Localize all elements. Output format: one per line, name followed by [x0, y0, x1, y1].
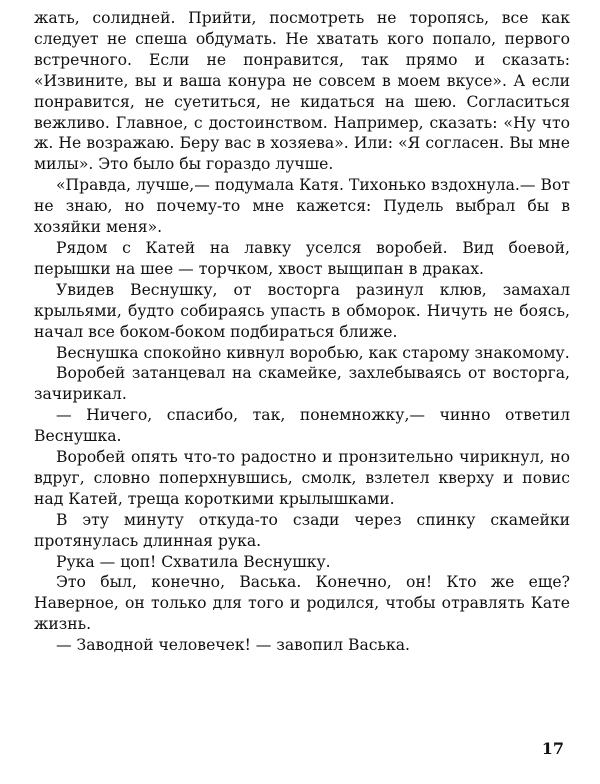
paragraph: Это был, конечно, Васька. Конечно, он! Кто же еще? Наверное, он только для того и родился, чтобы отравлять Кате жизнь.: [34, 573, 570, 634]
paragraph: «Правда, лучше,— подумала Катя. Тихонько вздохнула.— Вот не знаю, но почему-то мне кажется: Пудель выбрал бы в хозяйки меня».: [34, 176, 570, 237]
book-page-text: [34, 8, 570, 656]
paragraph: Веснушка спокойно кивнул воробью, как старому знакомому.: [56, 343, 570, 362]
paragraph: Увидев Веснушку, от восторга разинул клюв, замахал крыльями, будто собираясь упасть в обморок. Ничуть не боясь, начал все боком-боком подбираться ближе.: [34, 280, 570, 341]
paragraph: В эту минуту откуда-то сзади через спинку скамейки протянулась длинная рука.: [34, 510, 570, 550]
paragraph: Рядом с Катей на лавку уселся воробей. Вид боевой, перышки на шее — торчком, хвост выщипан в драках.: [34, 238, 570, 278]
page-number: 17: [541, 739, 564, 758]
paragraph: Воробей затанцевал на скамейке, захлебываясь от восторга, зачирикал.: [34, 364, 570, 404]
paragraph-dialogue: — Ничего, спасибо, так, понемножку,— чинно ответил Веснушка.: [34, 406, 570, 446]
paragraph-continuation: жать, солидней. Прийти, посмотреть не торопясь, все как следует не спеша обдумать. Не хватать кого попало, первого встречного. Если не понравится, так прямо и сказать: «Извините, вы и ваша конура не совсем в моем вкусе». А если понравится, не суетиться, не кидаться на шею. Согласиться вежливо. Главное, с достоинством. Например, сказать: «Ну что ж. Не возражаю. Беру вас в хозяева». Или: «Я согласен. Вы мне милы». Это было бы гораздо лучше.: [34, 9, 570, 174]
paragraph-dialogue: — Заводной человечек! — завопил Васька.: [56, 636, 410, 655]
paragraph: Воробей опять что-то радостно и пронзительно чирикнул, но вдруг, словно поперхнувшись, смолк, взлетел кверху и повис над Катей, треща короткими крылышками.: [34, 448, 570, 508]
paragraph: Рука — цоп! Схватила Веснушку.: [56, 552, 331, 571]
